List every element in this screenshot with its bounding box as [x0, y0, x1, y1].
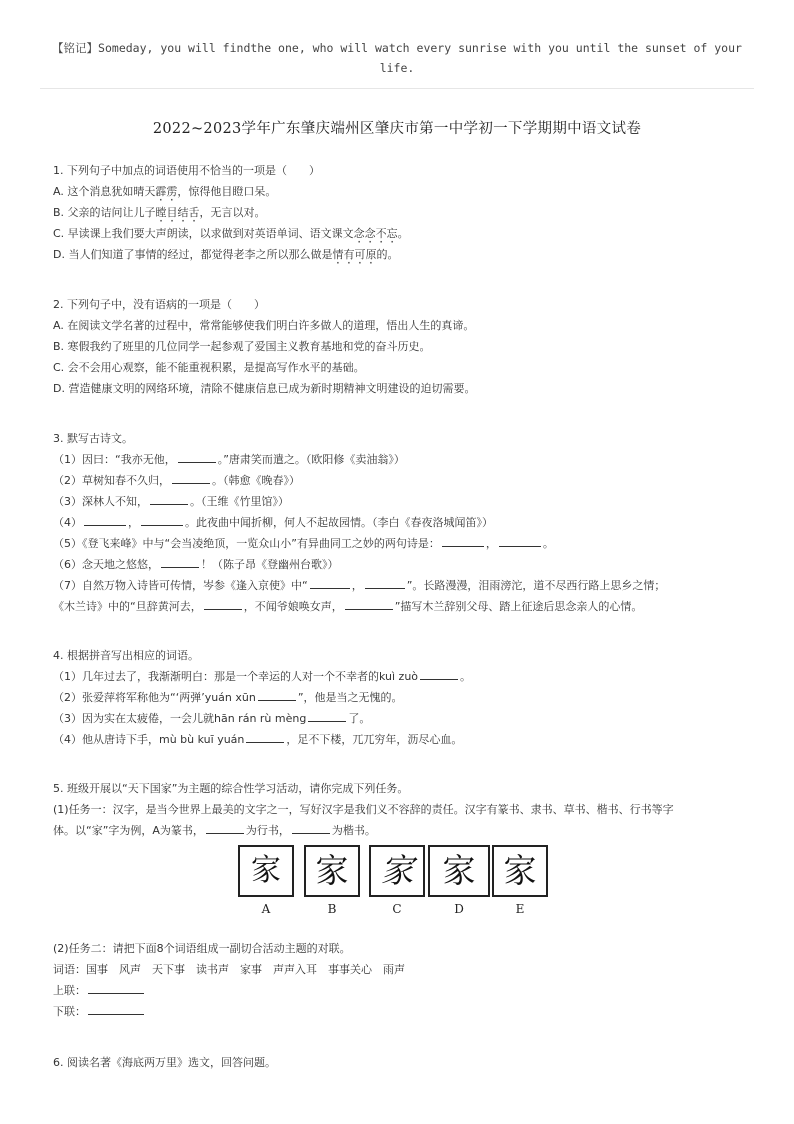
answer-blank[interactable] — [84, 513, 126, 526]
line-text: 为楷书。 — [331, 824, 376, 837]
line-text: ， — [128, 516, 139, 529]
dotted-char: 原 — [365, 248, 377, 261]
question-4-line-4 — [53, 729, 753, 750]
line-text: ，不闻爷娘唤女声， — [243, 600, 343, 613]
calligraphy-label-e: E — [515, 902, 525, 916]
dotted-char: 有 — [343, 248, 355, 261]
dotted-word — [332, 248, 376, 261]
line-text: （2）草树知春不久归， — [53, 474, 170, 487]
question-1-option-c — [53, 223, 753, 244]
calligraphy-box-a — [238, 845, 294, 897]
answer-blank[interactable] — [246, 730, 284, 743]
dotted-word — [156, 206, 200, 219]
line-text: ”，他是当之无愧的。 — [297, 691, 403, 704]
calligraphy-box-c — [369, 845, 425, 897]
question-3-line-1 — [53, 449, 753, 470]
line-text: 上联： — [53, 984, 86, 997]
task-2-words: 词语：国事 风声 天下事 读书声 家事 声声入耳 事事关心 雨声 — [53, 963, 405, 976]
question-3-line-6 — [53, 554, 753, 575]
question-5-task-1-cont — [53, 820, 753, 841]
answer-blank[interactable] — [172, 471, 210, 484]
dotted-char: 忘 — [386, 227, 398, 240]
option-text: C. 早读课上我们要大声朗读，以求做到对英语单词、语文课文 — [53, 227, 354, 240]
upper-couplet-blank[interactable] — [88, 981, 144, 994]
line-text: （3）因为实在太疲倦，一会儿就hān rán rù mèng — [53, 712, 307, 725]
question-4-stem: 4. 根据拼音写出相应的词语。 — [53, 649, 199, 662]
answer-blank[interactable] — [365, 576, 405, 589]
question-4-line-3 — [53, 708, 753, 729]
dotted-char: 可 — [354, 248, 366, 261]
dotted-char: 目 — [166, 206, 178, 219]
motto-header: 【铭记】Someday, you will findthe one, who will watch every sunrise with you until the sunset of your life. — [52, 41, 742, 75]
question-2-option-d: D. 营造健康文明的网络环境，清除不健康信息已成为新时期精神文明建设的迫切需要。 — [53, 382, 476, 395]
question-2-option-a: A. 在阅读文学名著的过程中，常常能够使我们明白许多做人的道理，悟出人生的真谛。 — [53, 319, 475, 332]
question-5-task-1: (1)任务一：汉字，是当今世界上最美的文字之一，写好汉字是我们义不容辞的责任。汉字有篆书、隶书、草书、楷书、行书等字 — [53, 803, 674, 816]
dotted-char: 结 — [177, 206, 189, 219]
question-4-line-2 — [53, 687, 753, 708]
calligraphy-glyph: 家 — [315, 851, 349, 890]
question-3-line-5 — [53, 533, 753, 554]
answer-blank[interactable] — [345, 597, 393, 610]
line-text: （3）深林人不知， — [53, 495, 148, 508]
question-3-line-7b — [53, 596, 753, 617]
answer-blank[interactable] — [204, 597, 242, 610]
line-text: ”描写木兰辞别父母、踏上征途后思念亲人的心情。 — [394, 600, 643, 613]
answer-blank[interactable] — [161, 555, 199, 568]
dotted-char: 情 — [332, 248, 344, 261]
calligraphy-glyph: 家 — [380, 851, 414, 890]
question-3-line-2 — [53, 470, 753, 491]
answer-blank[interactable] — [308, 709, 346, 722]
dotted-char: 不 — [375, 227, 387, 240]
line-text: 为行书， — [245, 824, 290, 837]
line-text: 《木兰诗》中的“旦辞黄河去， — [53, 600, 202, 613]
dotted-char: 念 — [364, 227, 376, 240]
answer-blank[interactable] — [178, 450, 216, 463]
question-1 — [53, 160, 753, 265]
answer-blank[interactable] — [310, 576, 350, 589]
lower-couplet — [53, 1001, 753, 1022]
answer-blank[interactable] — [150, 492, 188, 505]
page-title: 2022~2023学年广东肇庆端州区肇庆市第一中学初一下学期期中语文试卷 — [152, 121, 642, 137]
calligraphy-box-e — [492, 845, 548, 897]
option-text: 的。 — [376, 248, 399, 261]
dotted-word — [354, 227, 398, 240]
line-text: ， — [351, 579, 363, 592]
calligraphy-box-d — [428, 845, 490, 897]
dotted-char: 舌 — [188, 206, 200, 219]
question-5 — [53, 778, 753, 841]
question-4 — [53, 645, 753, 750]
line-text: 。此夜曲中闻折柳，何人不起故园情。（李白《春夜洛城闻笛》） — [185, 516, 493, 529]
question-5-task-2 — [53, 938, 753, 1022]
header-divider — [40, 88, 754, 89]
question-3-line-7a — [53, 575, 753, 596]
task-2-prompt: (2)任务二：请把下面8个词语组成一副切合活动主题的对联。 — [53, 942, 351, 955]
line-text: 。”唐肃笑而遣之。（欧阳修《卖油翁》） — [217, 453, 405, 466]
line-text: （7）自然万物入诗皆可传情，岑参《逢入京使》中“ — [53, 579, 308, 592]
line-text: 。 — [542, 537, 554, 550]
line-text: 了。 — [348, 712, 371, 725]
question-3-stem: 3. 默写古诗文。 — [53, 432, 133, 445]
upper-couplet — [53, 980, 753, 1001]
question-3-line-3 — [53, 491, 753, 512]
calligraphy-box-b — [304, 845, 360, 897]
dotted-char: 霹 — [155, 185, 167, 198]
line-text: （5）《登飞来峰》中与“会当凌绝顶，一览众山小”有异曲同工之妙的两句诗是： — [53, 537, 440, 550]
question-4-line-1 — [53, 666, 753, 687]
calligraphy-label-c: C — [392, 902, 402, 916]
question-2-option-b: B. 寒假我约了班里的几位同学一起参观了爱国主义教育基地和党的奋斗历史。 — [53, 340, 431, 353]
calligraphy-label-a: A — [261, 902, 271, 916]
line-text: （4）他从唐诗下手，mù bù kuī yuán — [53, 733, 245, 746]
calligraphy-glyph: 家 — [503, 851, 537, 890]
answer-blank[interactable] — [420, 667, 458, 680]
line-text: ，足不下楼，兀兀穷年，沥尽心血。 — [286, 733, 463, 746]
option-text: ，惊得他目瞪口呆。 — [177, 185, 277, 198]
calligraphy-label-d: D — [454, 902, 464, 916]
question-5-stem: 5. 班级开展以“天下国家”为主题的综合性学习活动，请你完成下列任务。 — [53, 782, 409, 795]
dotted-word — [155, 185, 177, 198]
dotted-char: 雳 — [166, 185, 178, 198]
line-text: ， — [485, 537, 497, 550]
option-text: B. 父亲的诘问让儿子 — [53, 206, 156, 219]
line-text: 。（韩愈《晚春》） — [212, 474, 300, 487]
answer-blank[interactable] — [258, 688, 296, 701]
dotted-char: 念 — [353, 227, 365, 240]
question-1-stem: 1. 下列句子中加点的词语使用不恰当的一项是（ ） — [53, 164, 320, 177]
option-text: 。 — [397, 227, 409, 240]
question-3 — [53, 428, 753, 617]
answer-blank[interactable] — [141, 513, 183, 526]
question-6 — [53, 1052, 753, 1073]
question-1-option-d — [53, 244, 753, 265]
calligraphy-glyph: 家 — [251, 853, 281, 888]
answer-blank[interactable] — [499, 534, 541, 547]
question-2-stem: 2. 下列句子中，没有语病的一项是（ ） — [53, 298, 265, 311]
line-text: （6）念天地之悠悠， — [53, 558, 159, 571]
question-3-line-4 — [53, 512, 753, 533]
line-text: （2）张爱萍将军称他为“‘两弹’yuán xūn — [53, 691, 256, 704]
line-text: ”。长路漫漫，泪雨滂沱，道不尽西行路上思乡之情； — [406, 579, 666, 592]
answer-blank[interactable] — [442, 534, 484, 547]
line-text: 体。以“家”字为例，A为篆书， — [53, 824, 204, 837]
calligraphy-label-b: B — [327, 902, 337, 916]
question-1-option-a — [53, 181, 753, 202]
question-6-stem: 6. 阅读名著《海底两万里》选文，回答问题。 — [53, 1056, 276, 1069]
line-text: 。 — [460, 670, 472, 683]
line-text: （1）几年过去了，我渐渐明白：那是一个幸运的人对一个不幸者的kuì zuò — [53, 670, 419, 683]
calligraphy-figure — [238, 845, 548, 915]
option-text: ，无言以对。 — [199, 206, 266, 219]
dotted-char: 瞠 — [155, 206, 167, 219]
line-text: （1）因曰：“我亦无他， — [53, 453, 176, 466]
question-2 — [53, 294, 753, 399]
question-2-option-c: C. 会不会用心观察，能不能重视积累，是提高写作水平的基础。 — [53, 361, 365, 374]
line-text: 下联： — [53, 1005, 86, 1018]
lower-couplet-blank[interactable] — [88, 1002, 144, 1015]
calligraphy-glyph: 家 — [442, 851, 476, 890]
answer-blank[interactable] — [206, 821, 244, 834]
option-text: A. 这个消息犹如晴天 — [53, 185, 156, 198]
line-text: ！（陈子昂《登幽州台歌》） — [201, 558, 339, 571]
line-text: （4） — [53, 516, 82, 529]
option-text: D. 当人们知道了事情的经过，都觉得老李之所以那么做是 — [53, 248, 333, 261]
question-1-option-b — [53, 202, 753, 223]
answer-blank[interactable] — [292, 821, 330, 834]
line-text: 。（王维《竹里馆》） — [190, 495, 289, 508]
